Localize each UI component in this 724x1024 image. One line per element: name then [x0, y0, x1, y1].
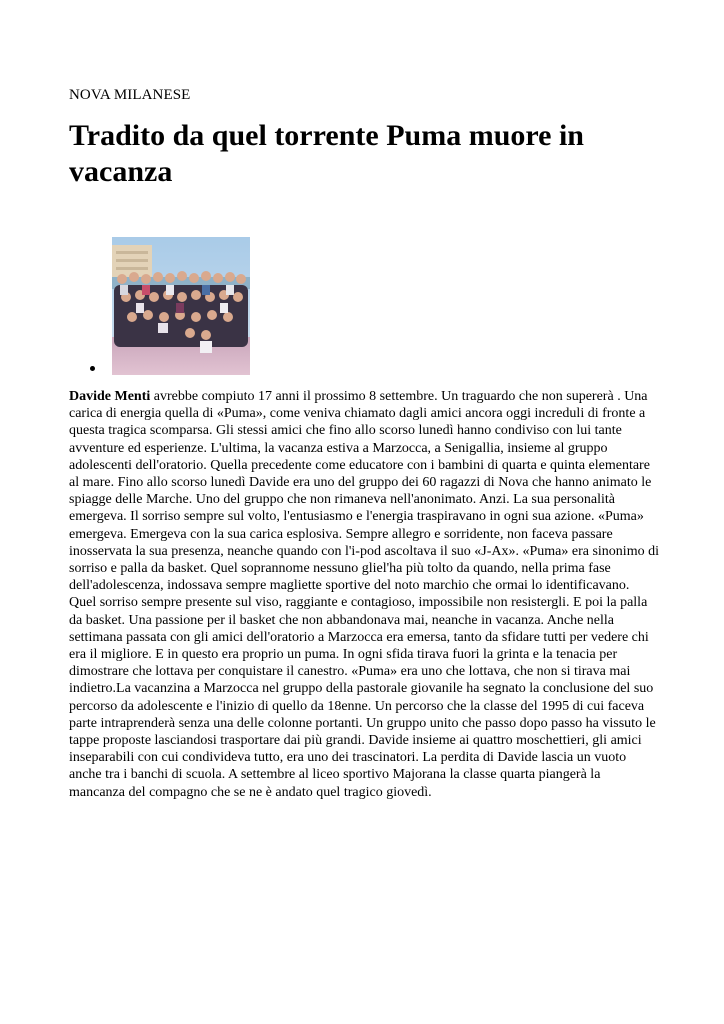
article-author: Davide Menti: [69, 389, 151, 404]
group-photo-image: [112, 237, 250, 375]
article-headline: Tradito da quel torrente Puma muore in vacanza: [69, 119, 584, 188]
list-bullet: [90, 366, 95, 371]
article-text: avrebbe compiuto 17 anni il prossimo 8 settembre. Un traguardo che non supererà . Una carica di energia quella di «Puma», come veniva chiamato dagli amici ancora oggi increduli di fronte a questa tragica scomparsa. Gli stessi amici che fino allo scorso lunedì hanno condiviso con lui tante avventure ed esperienze. L'ultima, la vacanza estiva a Marzocca, a Senigallia, insieme al gruppo adolescenti dell'oratorio. Quella precedente come educatore con i bambini di quarta e quinta elementare al mare. Fino allo scorso lunedì Davide era uno del gruppo dei 60 ragazzi di Nova che hanno animato le spiagge delle Marche. Uno del gruppo che non rimaneva nell'anonimato. Anzi. La sua personalità emergeva. Il sorriso sempre sul volto, l'entusiasmo e l'energia traspiravano in ogni sua azione. «Puma» emergeva. Emergeva con la sua carica esplosiva. Sempre allegro e sorridente, non faceva passare inosservata la sua presenza, neanche quando con l'i-pod ascoltava il suo «J-Ax». «Puma» era sinonimo di sorriso e palla da basket. Quel soprannome nessuno gliel'ha più tolto da quando, nella prima fase dell'adolescenza, indossava sempre magliette sportive del noto marchio che ormai lo identificavano. Quel sorriso sempre presente sul viso, raggiante e contagioso, impossibile non resistergli. E poi la palla da basket. Una passione per il basket che non abbandonava mai, neanche in vacanza. Anche nella settimana passata con gli amici dell'oratorio a Marzocca era emersa, tanto da sfidare tutti per vedere chi era il migliore. E in questo era proprio un puma. In ogni sfida tirava fuori la grinta e la tenacia per dimostrare che lottava per conquistare il canestro. «Puma» era uno che lottava, che non si tirava mai indietro.La vacanzina a Marzocca nel gruppo della pastorale giovanile ha segnato la conclusione del suo percorso da adolescente e l'inizio di quello da 18enne. Un percorso che la classe del 1995 di cui faceva parte intraprenderà senza una delle colonne portanti. Un gruppo unito che passo dopo passo ha vissuto le tappe proposte lasciandosi trasportare dai più grandi. Davide insieme ai quattro moschettieri, gli amici inseparabili con cui condivideva tutto, era uno dei trascinatori. La perdita di Davide lascia un vuoto anche tra i banchi di scuola. A settembre al liceo sportivo Majorana la classe quarta piangerà la mancanza del compagno che se ne è andato quel tragico giovedì.: [69, 389, 659, 800]
article-body: [69, 388, 659, 801]
section-label: NOVA MILANESE: [69, 87, 191, 103]
